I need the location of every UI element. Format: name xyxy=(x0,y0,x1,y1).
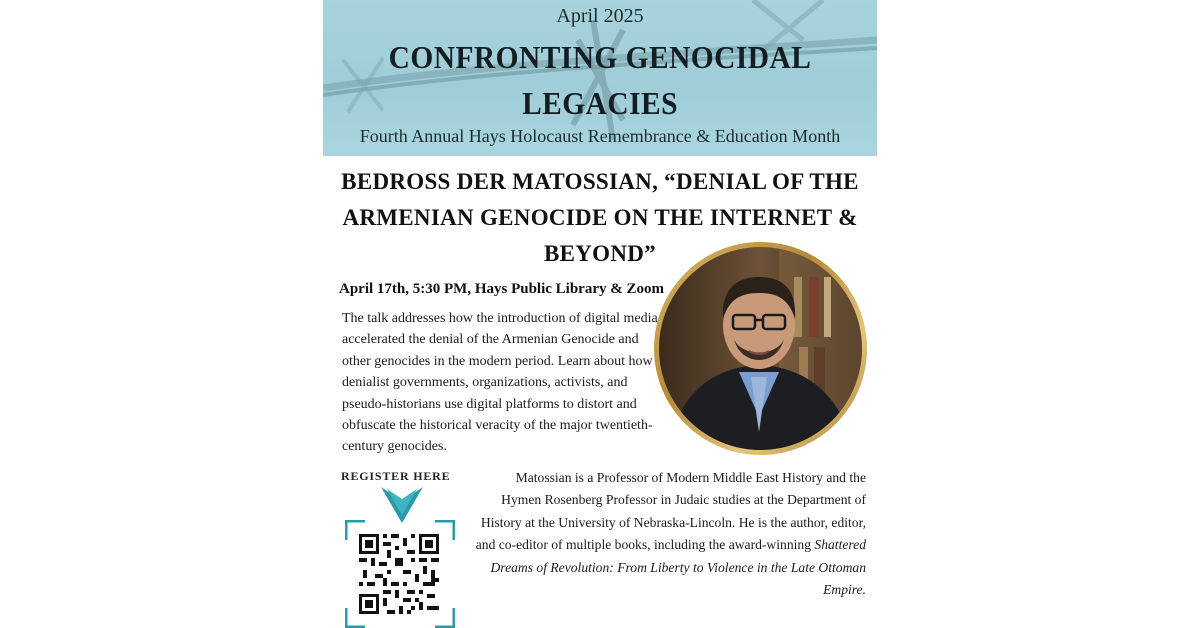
header-banner xyxy=(323,0,877,156)
speaker-bio xyxy=(473,467,866,601)
event-month: April 2025 xyxy=(556,5,644,27)
talk-title: BEDROSS DER MATOSSIAN, “DENIAL OF THE ARMENIAN GENOCIDE ON THE INTERNET & BEYOND” xyxy=(341,169,859,266)
featured-book-title: Shattered Dreams of Revolution: From Liberty to Violence in the Late Ottoman Empire. xyxy=(490,537,866,598)
chevron-down-icon xyxy=(381,487,423,523)
event-series-title: CONFRONTING GENOCIDAL LEGACIES xyxy=(388,39,812,121)
registration-qr-code[interactable] xyxy=(345,520,455,628)
speaker-portrait xyxy=(654,242,867,455)
talk-date-location: April 17th, 5:30 PM, Hays Public Library & Zoom xyxy=(339,281,664,297)
speaker-photo xyxy=(659,247,862,450)
speaker-bio-text: Matossian is a Professor of Modern Middle East History and the Hymen Rosenberg Professor in Judaic studies at the Department of History at the University of Nebraska-Lincoln. He is the author, editor, and co-editor of multiple books, including the award-winning xyxy=(475,470,866,553)
event-flyer xyxy=(323,0,877,628)
register-label: REGISTER HERE xyxy=(341,469,451,483)
event-series-subtitle: Fourth Annual Hays Holocaust Remembrance & Education Month xyxy=(359,126,841,146)
talk-abstract: The talk addresses how the introduction of digital media accelerated the denial of the Armenian Genocide and other genocides in the modern period. Learn about how denialist governments, organizations, activists, and pseudo-historians use digital platforms to distort and obfuscate the historical veracity of the major twentieth-century genocides. xyxy=(342,311,658,455)
